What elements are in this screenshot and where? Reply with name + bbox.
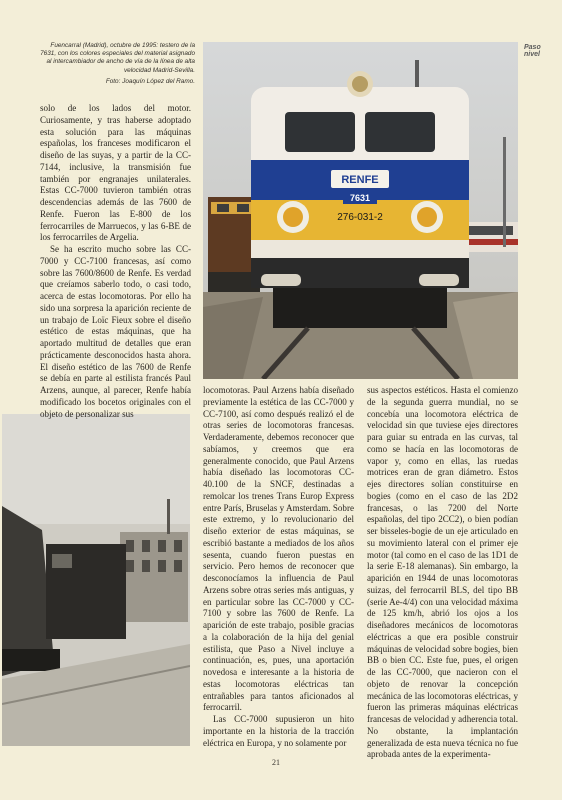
- locomotive-number: 7631: [349, 193, 371, 203]
- text-column-2: [203, 385, 354, 749]
- paragraph: sus aspectos estéticos. Hasta el comienzo de la segunda guerra mundial, no se concebía una locomotora eléctrica de velocidad sin que tuviese ejes directores para guiar su entrada en las curvas, tal como se hacía en las locomotoras de vapor y, como en ellas, las ruedas motrices eran de gran diámetro. Estos ejes directores solían constituirse en bogies (como en el caso de las 2D2 francesas, o las 7200 del Norte españolas, del tipo 2CC2), o bien podían ser bisseles-bogie de un eje articulado en su movimiento lateral con el primer eje motor (tal como en el caso de las 1D1 de la serie E-18 alemanas). Sin embargo, la aparición en 1944 de unas locomotoras suizas, del ferrocarril BLS, del tipo BB (serie Ae-4/4) con una velocidad máxima de 125 km/h, abrió los ojos a los diseñadores mecánicos de locomotoras eléctricas a que era posible construir máquinas de velocidad sobre bogies, bien BB o bien CC. Este fue, pues, el origen de las CC-7000, que nacieron con el objeto de renovar la concepción mecánica de las locomotoras eléctricas, y fueron las primeras máquinas eléctricas francesas de velocidad y adherencia total. No obstante, la implantación generalizada de esta nueva técnica no fue aprobada antes de la experimenta-: [367, 385, 518, 760]
- locomotive-badge: RENFE: [341, 174, 379, 186]
- page-number: 21: [272, 758, 280, 767]
- paragraph: Las CC-7000 supusieron un hito importante en la historia de la tracción eléctrica en Europa, y no solamente por: [203, 714, 354, 748]
- logo-line-1: Paso: [524, 44, 541, 51]
- caption-text: Fuencarral (Madrid), octubre de 1995: testero de la 7631, con los colores especiales del material asignado al intercambiador de ancho de vía de la línea de alta velocidad Madrid-Sevilla.: [40, 42, 195, 74]
- historic-bw-photo: [2, 414, 190, 746]
- locomotive-illustration: [203, 42, 518, 379]
- paragraph: solo de los lados del motor. Curiosamente, y tras haberse adoptado esta solución para las máquinas españolas, los franceses modificaron el diseño de las suyas, y a partir de la CC-7144, inclusive, la transmisión fue también por engranajes unilaterales. Estas CC-7000 tuvieron también otras descendencias además de las 7600 de Renfe. Fueron las E-800 de los ferrocarriles de Marruecos, y las 6-BE de los ferrocarriles de Argelia.: [40, 103, 191, 243]
- paragraph: locomotoras. Paul Arzens había diseñado previamente la estética de las CC-7000 y CC-7100, así como después realizó el de otras series de locomotoras francesas. Verdaderamente, debemos reconocer que sabíamos, y creemos que era generalmente conocido, que Paul Arzens había diseñado las locomotoras CC-40.100 de la SNCF, destinadas a remolcar los trenes Trans Europ Express entre París, Bruselas y Amsterdam. Sobre este extremo, y lo revolucionario del diseño exterior de estas máquinas, se escribió bastante a mediados de los años sesenta, cuando fueron puestas en servicio. Pero hemos de reconocer que desconocíamos la influencia de Paul Arzens sobre otras series más antiguas, y en particular sobre las CC-7000 y CC-7100 y sobre las 7600 de Renfe. La aparición de este trabajo, posible gracias a la colaboración de la hija del genial estilista, que Paso a Nivel incluye a continuación, es, pues, una aportación novedosa e interesante a la historia de estas locomotoras eléctricas tan entrañables para tantos aficionados al ferrocarril.: [203, 385, 354, 713]
- photo-caption: [40, 42, 195, 86]
- logo-line-2: nivel: [524, 51, 540, 58]
- magazine-logo: [524, 44, 541, 58]
- text-column-1: [40, 103, 191, 420]
- locomotive-7631-photo: [203, 42, 518, 379]
- locomotive-plate: 276-031-2: [337, 212, 383, 223]
- paragraph: Se ha escrito mucho sobre las CC-7000 y CC-7100 francesas, así como sobre las 7600/8600 de Renfe. Es verdad que creíamos saberlo todo, o casi todo, acerca de estas locomotoras. Por ello ha sido una sorpresa la aparición reciente de un trabajo de Loïc Fieux sobre el diseño estético de estas máquinas, que ha aportado multitud de detalles que eran prácticamente desconocidos hasta ahora. El diseño estético de las 7600 de Renfe se debía en parte al estilista francés Paul Arzens, aunque, al parecer, Renfe había modificado los bocetos originales con el objeto de personalizar sus: [40, 244, 191, 419]
- text-column-3: [367, 385, 518, 761]
- caption-credit: Foto: Joaquín López del Ramo.: [105, 77, 195, 85]
- station-illustration: [2, 414, 190, 746]
